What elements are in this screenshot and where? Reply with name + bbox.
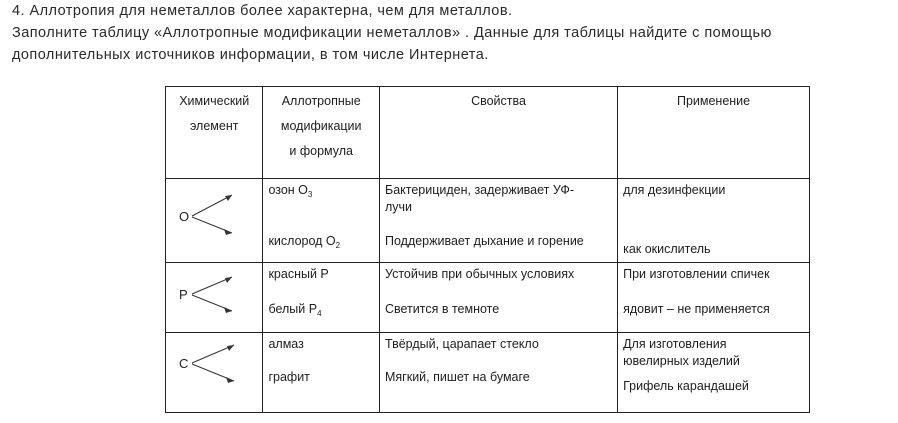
header-element-line1: Химический <box>179 94 250 108</box>
mod-graphite: графит <box>268 370 310 384</box>
mod-red-phosphorus: красный P <box>268 267 329 281</box>
prop-white-phosphorus: Светится в темноте <box>384 302 500 316</box>
usage-diamond: Для изготовления ювелирных изделий <box>623 337 740 368</box>
prop-cell-carbon <box>379 333 617 413</box>
table-row-oxygen <box>166 179 810 263</box>
usage-cell-phosphorus <box>618 263 810 333</box>
mod-cell-carbon <box>263 333 380 413</box>
usage-cell-oxygen <box>618 179 810 263</box>
task-line-3: дополнительных источников информации, в том числе Интернета. <box>12 47 489 63</box>
prop-ozone: Бактерициден, задерживает УФ- лучи <box>384 183 575 214</box>
element-cell-oxygen <box>166 179 263 263</box>
prop-cell-oxygen <box>379 179 617 263</box>
mod-oxygen: кислород $O_2$ <box>268 234 341 250</box>
header-usage-text: Применение <box>676 94 751 108</box>
table-row-phosphorus <box>166 263 810 333</box>
prop-oxygen: Поддерживает дыхание и горение <box>384 234 584 248</box>
task-line-2: Заполните таблицу «Аллотропные модификации неметаллов» . Данные для таблицы найдите с помощью <box>12 25 772 41</box>
element-symbol: O <box>179 209 190 224</box>
branch-arrow-icon <box>166 333 262 413</box>
mod-ozone: озон $O_3$ <box>268 183 313 199</box>
task-line-1: 4. Аллотропия для неметаллов более характерна, чем для металлов. <box>12 3 513 19</box>
usage-white-phosphorus: ядовит – не применяется <box>623 302 770 316</box>
branch-arrow-icon <box>166 263 262 333</box>
mod-cell-phosphorus <box>263 263 380 333</box>
usage-ozone: для дезинфекции <box>623 183 726 197</box>
header-properties-text: Свойства <box>471 94 526 108</box>
prop-red-phosphorus: Устойчив при обычных условиях <box>384 267 575 281</box>
header-mod-line2: модификации <box>280 119 362 133</box>
element-cell-carbon <box>166 333 263 413</box>
mod-cell-oxygen <box>263 179 380 263</box>
task-text <box>12 0 896 66</box>
header-mod-line3: и формула <box>289 144 354 158</box>
header-modifications <box>263 87 380 179</box>
branch-arrow-icon <box>166 179 262 263</box>
header-mod-line1: Аллотропные <box>281 94 361 108</box>
element-symbol: C <box>179 356 189 371</box>
allotropes-table <box>165 86 810 413</box>
header-usage <box>618 87 810 179</box>
table-header-row <box>166 87 810 179</box>
header-element <box>166 87 263 179</box>
usage-red-phosphorus: При изготовлении спичек <box>623 267 770 281</box>
header-element-line2: элемент <box>189 119 239 133</box>
prop-graphite: Мягкий, пишет на бумаге <box>384 370 530 384</box>
usage-cell-carbon <box>618 333 810 413</box>
table-row-carbon <box>166 333 810 413</box>
prop-cell-phosphorus <box>379 263 617 333</box>
element-cell-phosphorus <box>166 263 263 333</box>
mod-white-phosphorus: белый $P_4$ <box>268 302 322 318</box>
usage-oxygen: как окислитель <box>623 242 711 256</box>
usage-graphite: Грифель карандашей <box>623 379 749 393</box>
mod-diamond: алмаз <box>268 337 304 351</box>
header-properties <box>379 87 617 179</box>
prop-diamond: Твёрдый, царапает стекло <box>384 337 539 351</box>
element-symbol: P <box>179 287 188 302</box>
